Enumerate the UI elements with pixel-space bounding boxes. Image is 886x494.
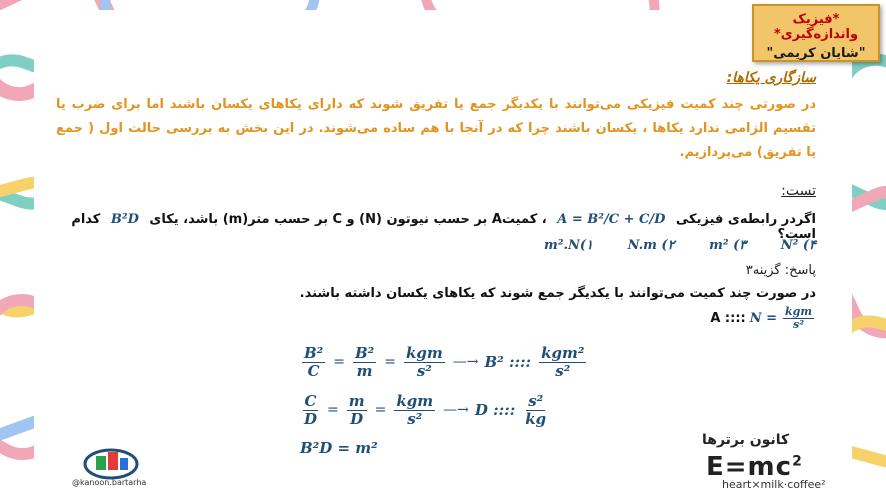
- eq1-f3-den: s²: [416, 361, 432, 380]
- brand-url: @kanoon.bartarha: [72, 478, 147, 487]
- eq1-f2-num: B²: [354, 344, 375, 362]
- a-den: s²: [793, 318, 805, 332]
- eq1-f1-den: C: [307, 361, 320, 380]
- equation-row-1: [300, 338, 588, 386]
- eq1-r-num: kgm²: [541, 344, 585, 362]
- brand-tagline: heart×milk·coffee²: [722, 478, 826, 491]
- equation-row-2: [300, 386, 588, 434]
- eq2-f1-den: D: [304, 409, 318, 428]
- eq1-lhs: B² ::::: [484, 353, 532, 371]
- intro-paragraph: در صورتی چند کمیت فیزیکی می‌توانند با یکدیگر جمع یا تفریق شوند که دارای یکاهای یکسان باشند اما برای ضرب یا تقسیم الزامی ندارد یکاها ، یکسان باشند چرا که در آنجا با هم ساده می‌شوند. در این بخش به بررسی حالت اول ( جمع یا تفریق) می‌پردازیم.: [56, 97, 816, 160]
- answer-options: [514, 238, 816, 253]
- eq2-r-num: s²: [528, 392, 544, 410]
- author-tag: [752, 4, 880, 62]
- a-lhs: N =: [749, 311, 778, 327]
- eq1-r-den: s²: [555, 361, 571, 380]
- section-heading-units: سازگاری یکاها:: [726, 70, 816, 86]
- question-text-c: کدام است؟: [71, 212, 816, 242]
- eq2-f2-num: m: [348, 392, 365, 410]
- equations-block: [300, 338, 588, 462]
- eq1-f2-den: m: [356, 361, 373, 380]
- equation-row-3: [300, 434, 588, 462]
- tag-author: "شایان کریمی": [766, 46, 866, 61]
- question-unit: B²D: [110, 212, 139, 227]
- option-2: N.m (۲: [627, 238, 675, 253]
- equals-sign: =: [333, 354, 345, 370]
- eq3-result: B²D = m²: [300, 439, 378, 457]
- eq1-f1-num: B²: [304, 344, 324, 362]
- a-fraction: [783, 306, 814, 331]
- question-text-b: ، کمیتA بر حسب نیوتون (N) و C بر حسب متر(m) باشد، یکای: [149, 212, 547, 227]
- emc-sup: 2: [792, 453, 803, 470]
- brand-name: کانون برترها: [702, 432, 790, 448]
- question-formula: A = B²/C + C/D: [557, 212, 666, 227]
- eq2-f1-num: C: [304, 392, 317, 410]
- option-1: m².N(۱: [544, 238, 594, 253]
- arrow-icon: —→: [452, 354, 479, 370]
- eq1-f3-num: kgm: [405, 344, 443, 362]
- question-text-a: اگردر رابطه‌ی فیزیکی: [675, 212, 816, 227]
- a-num: kgm: [785, 305, 812, 318]
- answer-line: پاسخ: گزینه۳: [745, 263, 816, 278]
- eq2-f3-num: kgm: [396, 392, 434, 410]
- option-3: m² (۳: [709, 238, 747, 253]
- equals-sign: =: [374, 402, 387, 418]
- emc-text: E=mc: [706, 452, 793, 482]
- eq2-f3-den: s²: [407, 409, 423, 428]
- a-prefix: A ::::: [710, 311, 746, 327]
- eq2-f2-den: D: [350, 409, 364, 428]
- section-heading-test: تست:: [781, 183, 816, 199]
- explanation: در صورت چند کمیت می‌توانند با یکدیگر جمع شوند که یکاهای یکسان داشته باشند.: [299, 286, 816, 301]
- equals-sign: =: [327, 402, 339, 418]
- eq2-r-den: kg: [525, 409, 547, 428]
- equals-sign: =: [384, 354, 396, 370]
- eq2-lhs: D ::::: [474, 401, 516, 419]
- arrow-icon: —→: [443, 402, 469, 418]
- a-unit-row: [710, 306, 816, 331]
- option-4: N² (۴: [780, 238, 816, 253]
- tag-subject: *فیزیک واندازه‌گیری*: [773, 12, 859, 42]
